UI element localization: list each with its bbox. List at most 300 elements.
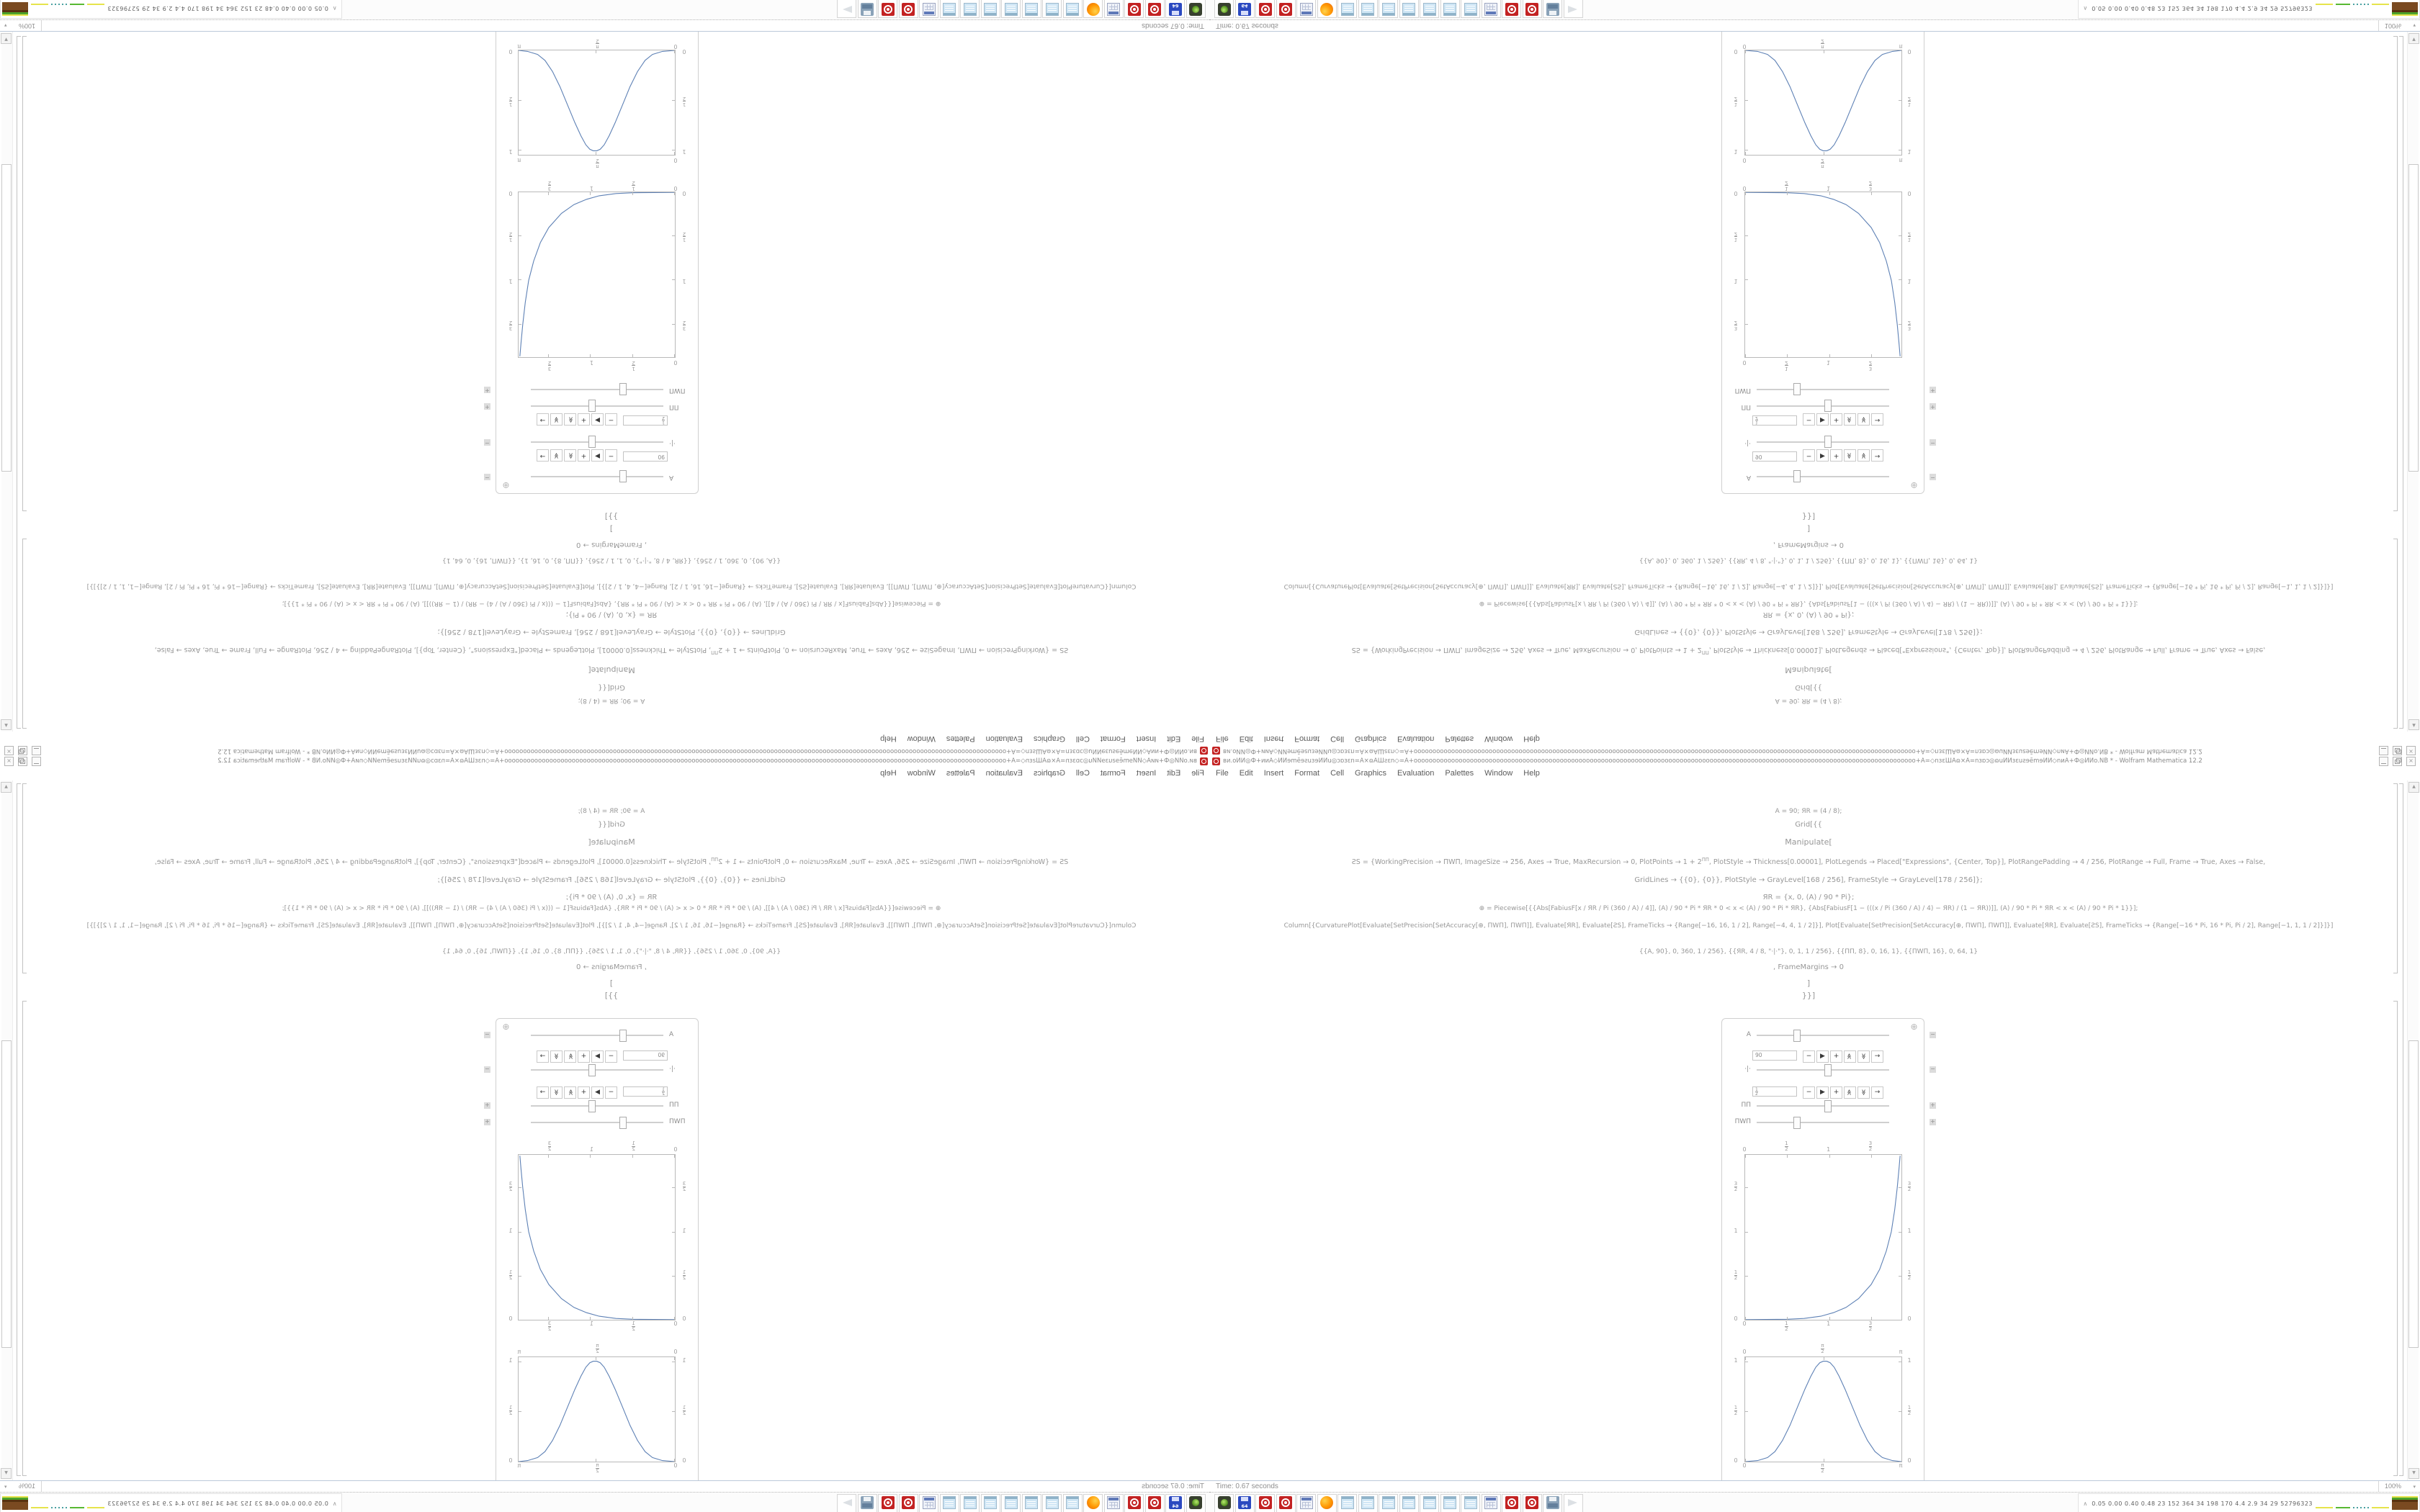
taskbar-button-calc-5[interactable] <box>1104 1494 1124 1512</box>
taskbar-button-camera-1[interactable] <box>1214 0 1234 18</box>
input-cell-bracket[interactable] <box>2393 539 2398 729</box>
slider-thumb-4[interactable] <box>619 383 627 395</box>
slider-track-3[interactable] <box>485 404 663 410</box>
manipulate-options-icon[interactable]: ⊕ <box>502 1022 510 1032</box>
notebook-content[interactable] <box>1210 780 2407 1480</box>
taskbar-button-gear-15[interactable] <box>1502 1494 1521 1512</box>
taskbar-button-note-12[interactable] <box>1440 0 1460 18</box>
slider-thumb-1[interactable] <box>619 470 627 482</box>
decrement-button[interactable]: − <box>605 1086 617 1099</box>
slider-thumb-4[interactable] <box>1793 383 1801 395</box>
scrollbar-thumb[interactable] <box>1 164 12 472</box>
cell-group-bracket[interactable] <box>17 36 21 729</box>
increment-button[interactable]: + <box>1830 449 1842 462</box>
taskbar-button-note-9[interactable] <box>1022 1494 1041 1512</box>
code-line-6: ЯR = {x, 0, (A) / 90 * Pi}; <box>1762 611 1855 618</box>
menu-item-edit[interactable]: Edit <box>1167 769 1181 778</box>
menu-item-window[interactable]: Window <box>907 769 936 778</box>
menu-item-insert[interactable]: Insert <box>1263 734 1284 743</box>
slider-track-1[interactable] <box>1757 1031 1935 1038</box>
play-button[interactable]: ▶ <box>591 1050 604 1063</box>
menu-item-palettes[interactable]: Palettes <box>946 734 975 743</box>
taskbar-button-gear-3[interactable] <box>1255 1494 1275 1512</box>
increment-button[interactable]: + <box>578 1086 590 1099</box>
taskbar-button-floppy-2[interactable] <box>1166 0 1186 18</box>
notebook-content[interactable] <box>1210 32 2407 732</box>
scroll-up-icon[interactable]: ▲ <box>1 719 12 730</box>
value-field-1[interactable]: 90 <box>1752 1050 1797 1061</box>
slider-track-4[interactable] <box>485 387 663 394</box>
slider-thumb-4[interactable] <box>1793 1117 1801 1129</box>
x-tick-label-bottom-2: 1 <box>1827 1320 1831 1327</box>
taskbar-button-gear-15[interactable] <box>1502 0 1521 18</box>
x-tick-label-top-1: 1 2 <box>632 360 635 372</box>
taskbar-button-gear-3[interactable] <box>1145 1494 1165 1512</box>
menu-item-cell[interactable]: Cell <box>1075 734 1090 743</box>
slider-thumb-3[interactable] <box>1824 1100 1832 1112</box>
step-forward-button[interactable]: → <box>1871 449 1883 462</box>
desktop-taskbar <box>0 1492 1210 1512</box>
step-forward-button[interactable]: → <box>537 1086 549 1099</box>
step-forward-button[interactable]: → <box>537 413 549 426</box>
slider-track-2[interactable] <box>1757 1066 1935 1072</box>
cell-group-bracket[interactable] <box>17 783 21 1476</box>
taskbar-button-note-9[interactable] <box>1379 0 1398 18</box>
play-button[interactable]: ▶ <box>591 449 604 462</box>
value-field-1[interactable]: 90 <box>623 451 668 462</box>
scroll-up-icon[interactable]: ▲ <box>2408 719 2419 730</box>
menu-item-window[interactable]: Window <box>1484 734 1513 743</box>
taskbar-button-calc-14[interactable] <box>1482 1494 1501 1512</box>
note-icon <box>1067 1496 1080 1509</box>
step-forward-button[interactable]: → <box>1871 1050 1883 1063</box>
taskbar-button-calc-5[interactable] <box>1104 0 1124 18</box>
close-button[interactable]: × <box>2406 746 2416 755</box>
taskbar-button-camera-1[interactable] <box>1214 1494 1234 1512</box>
taskbar-button-floppy-2[interactable] <box>1235 0 1255 18</box>
vertical-scrollbar[interactable] <box>1 780 13 1480</box>
slider-track-1[interactable] <box>1757 474 1935 481</box>
play-button[interactable]: ▶ <box>591 413 604 426</box>
close-button[interactable]: × <box>4 757 14 766</box>
taskbar-button-firefox-6[interactable] <box>1084 0 1103 18</box>
manipulate-options-icon[interactable]: ⊕ <box>1910 1022 1918 1032</box>
decrement-button[interactable]: − <box>1803 1050 1815 1063</box>
slider-track-2[interactable] <box>485 1066 663 1072</box>
taskbar-button-note-7[interactable] <box>1063 1494 1083 1512</box>
slower-button[interactable]: ≫ <box>564 1050 576 1063</box>
increment-button[interactable]: + <box>578 413 590 426</box>
slower-button[interactable]: ≫ <box>1844 449 1856 462</box>
taskbar-button-gear-15[interactable] <box>899 0 918 18</box>
slider-thumb-3[interactable] <box>1824 400 1832 412</box>
x-tick-bottom-2 <box>518 50 519 53</box>
menu-item-evaluation[interactable]: Evaluation <box>985 769 1023 778</box>
collapse-control-icon-2[interactable]: − <box>485 440 490 446</box>
menu-item-graphics[interactable]: Graphics <box>1355 734 1387 743</box>
taskbar-button-plane-18[interactable] <box>838 1494 857 1512</box>
value-field-1[interactable]: 90 <box>623 1050 668 1061</box>
expand-control-icon-4[interactable]: + <box>1930 1118 1935 1125</box>
manipulate-options-icon[interactable]: ⊕ <box>502 480 510 490</box>
magnification-control[interactable]: 100% <box>2378 17 2407 31</box>
menu-item-evaluation[interactable]: Evaluation <box>1397 734 1435 743</box>
menu-item-edit[interactable]: Edit <box>1239 769 1253 778</box>
scroll-down-icon[interactable]: ▼ <box>2408 1468 2419 1479</box>
increment-button[interactable]: + <box>1830 1050 1842 1063</box>
increment-button[interactable]: + <box>1830 1086 1842 1099</box>
slider-track-4[interactable] <box>1757 1118 1935 1125</box>
slider-track-2[interactable] <box>485 440 663 446</box>
taskbar-button-note-10[interactable] <box>1399 1494 1419 1512</box>
magnification-control[interactable]: 100% <box>2378 1481 2407 1495</box>
output-cell-bracket[interactable] <box>22 36 27 511</box>
expand-control-icon-3[interactable]: + <box>485 404 490 410</box>
decrement-button[interactable]: − <box>605 449 617 462</box>
scroll-up-icon[interactable]: ▲ <box>2408 782 2419 793</box>
x-tick-top-0 <box>1745 354 1746 357</box>
decrement-button[interactable]: − <box>1803 449 1815 462</box>
curvature-plot <box>501 1138 692 1336</box>
slider-track-3[interactable] <box>1757 1102 1935 1108</box>
menu-item-file[interactable]: File <box>1191 769 1204 778</box>
minimize-button[interactable] <box>32 757 41 766</box>
taskbar-button-gear-4[interactable] <box>1125 1494 1144 1512</box>
vertical-scrollbar[interactable] <box>2407 780 2419 1480</box>
input-cell-bracket[interactable] <box>22 539 27 729</box>
input-cell-bracket[interactable] <box>2393 783 2398 973</box>
play-button[interactable]: ▶ <box>1816 1086 1829 1099</box>
scroll-down-icon[interactable]: ▼ <box>1 33 12 44</box>
restore-button[interactable] <box>2393 746 2402 755</box>
faster-button[interactable]: ≫ <box>1857 1050 1870 1063</box>
taskbar-button-gear-16[interactable] <box>879 1494 898 1512</box>
magnification-caret-icon[interactable]: ▾ <box>2413 1484 2416 1490</box>
step-forward-button[interactable]: → <box>1871 413 1883 426</box>
slider-track-4[interactable] <box>485 1118 663 1125</box>
manipulate-options-icon[interactable]: ⊕ <box>1910 480 1918 490</box>
taskbar-button-plane-18[interactable] <box>1564 0 1583 18</box>
taskbar-button-gear-4[interactable] <box>1125 0 1144 18</box>
taskbar-button-note-10[interactable] <box>1002 1494 1021 1512</box>
taskbar-button-note-13[interactable] <box>1461 0 1480 18</box>
close-button[interactable]: × <box>2406 757 2416 766</box>
taskbar-button-note-10[interactable] <box>1002 0 1021 18</box>
taskbar-button-printer-17[interactable] <box>858 0 877 18</box>
play-button[interactable]: ▶ <box>591 1086 604 1099</box>
menu-item-palettes[interactable]: Palettes <box>946 769 975 778</box>
menu-item-file[interactable]: File <box>1191 734 1204 743</box>
menu-item-cell[interactable]: Cell <box>1075 769 1090 778</box>
value-field-2[interactable]: 1 2 <box>623 415 668 426</box>
cell-group-bracket[interactable] <box>2399 36 2403 729</box>
taskbar-button-note-8[interactable] <box>1358 1494 1378 1512</box>
taskbar-button-note-11[interactable] <box>981 0 1000 18</box>
menu-item-help[interactable]: Help <box>1523 769 1540 778</box>
faster-button[interactable]: ≫ <box>1857 1086 1870 1099</box>
taskbar-button-firefox-6[interactable] <box>1084 1494 1103 1512</box>
increment-button[interactable]: + <box>578 1050 590 1063</box>
window-titlebar[interactable] <box>1210 756 2420 766</box>
play-button[interactable]: ▶ <box>1816 1050 1829 1063</box>
vertical-scrollbar[interactable] <box>2407 32 2419 732</box>
scrollbar-thumb[interactable] <box>2408 1040 2419 1348</box>
menu-item-format[interactable]: Format <box>1100 734 1126 743</box>
x-tick-bottom-2 <box>1829 1317 1830 1320</box>
system-monitor-graph <box>2392 1 2418 17</box>
menu-item-help[interactable]: Help <box>880 769 897 778</box>
slider-track-3[interactable] <box>485 1102 663 1108</box>
y-tick-label-left-3: 3 2 <box>682 319 686 331</box>
slider-thumb-2[interactable] <box>588 436 596 448</box>
value-field-2[interactable]: 1 2 <box>1752 415 1797 426</box>
notebook-content[interactable] <box>13 780 1210 1480</box>
slider-track-3[interactable] <box>1757 404 1935 410</box>
taskbar-button-gear-16[interactable] <box>879 0 898 18</box>
taskbar-button-calc-5[interactable] <box>1296 0 1316 18</box>
scrollbar-thumb[interactable] <box>2408 164 2419 472</box>
menu-item-window[interactable]: Window <box>1484 769 1513 778</box>
menu-item-help[interactable]: Help <box>880 734 897 743</box>
decrement-button[interactable]: − <box>605 413 617 426</box>
scroll-down-icon[interactable]: ▼ <box>2408 33 2419 44</box>
slider-thumb-2[interactable] <box>588 1064 596 1076</box>
slider-thumb-4[interactable] <box>619 1117 627 1129</box>
slider-thumb-1[interactable] <box>1793 1030 1801 1042</box>
slower-button[interactable]: ≫ <box>564 1086 576 1099</box>
taskbar-button-note-10[interactable] <box>1399 0 1419 18</box>
taskbar-button-note-11[interactable] <box>1420 0 1439 18</box>
taskbar-button-note-8[interactable] <box>1043 1494 1062 1512</box>
menu-item-cell[interactable]: Cell <box>1330 769 1345 778</box>
taskbar-button-note-8[interactable] <box>1043 0 1062 18</box>
magnification-control[interactable]: 100% <box>13 1481 42 1495</box>
taskbar-button-note-13[interactable] <box>940 1494 959 1512</box>
collapse-control-icon-2[interactable]: − <box>1930 440 1935 446</box>
expand-control-icon-3[interactable]: + <box>485 1102 490 1108</box>
scroll-down-icon[interactable]: ▼ <box>1 1468 12 1479</box>
taskbar-button-firefox-6[interactable] <box>1317 0 1337 18</box>
taskbar-button-plane-18[interactable] <box>838 0 857 18</box>
menu-item-graphics[interactable]: Graphics <box>1355 769 1387 778</box>
slower-button[interactable]: ≫ <box>1844 1086 1856 1099</box>
decrement-button[interactable]: − <box>1803 413 1815 426</box>
taskbar-button-note-7[interactable] <box>1063 0 1083 18</box>
taskbar-button-note-8[interactable] <box>1358 0 1378 18</box>
menu-item-format[interactable]: Format <box>1294 769 1320 778</box>
menu-item-graphics[interactable]: Graphics <box>1033 769 1065 778</box>
expand-control-icon-4[interactable]: + <box>1930 387 1935 394</box>
slider-thumb-3[interactable] <box>588 1100 596 1112</box>
menu-item-graphics[interactable]: Graphics <box>1033 734 1065 743</box>
output-cell-bracket[interactable] <box>2393 36 2398 511</box>
input-cell-bracket[interactable] <box>22 783 27 973</box>
taskbar-button-note-13[interactable] <box>940 0 959 18</box>
slider-track-1[interactable] <box>485 474 663 481</box>
system-monitor-graph <box>2 1495 28 1511</box>
magnification-caret-icon[interactable]: ▾ <box>2413 22 2416 28</box>
taskbar-button-floppy-2[interactable] <box>1166 1494 1186 1512</box>
notebook-content[interactable] <box>13 32 1210 732</box>
code-line-9: {{A, 90}, 0, 360, 1 / 256}, {{ЯR, 4 / 8, "·|·"}, 0, 1, 1 / 256}, {{ПП, 8}, 0, 16, 1}, {{ПWП, 16}, 0, 64, 1} <box>1639 557 1978 564</box>
window-titlebar[interactable] <box>1210 746 2420 756</box>
taskbar-button-note-9[interactable] <box>1379 1494 1398 1512</box>
taskbar-button-floppy-2[interactable] <box>1235 1494 1255 1512</box>
slider-thumb-2[interactable] <box>1824 1064 1832 1076</box>
window-titlebar[interactable] <box>0 756 1210 766</box>
slider-thumb-2[interactable] <box>1824 436 1832 448</box>
slider-thumb-1[interactable] <box>619 1030 627 1042</box>
minimize-button[interactable] <box>32 746 41 755</box>
expand-control-icon-4[interactable]: + <box>485 387 490 394</box>
taskbar-button-note-13[interactable] <box>1461 1494 1480 1512</box>
menu-item-insert[interactable]: Insert <box>1136 734 1157 743</box>
value-field-2[interactable]: $\frac{1}{2}$ <box>623 1086 668 1097</box>
collapse-control-icon-1[interactable]: − <box>485 1031 490 1038</box>
taskbar-button-gear-4[interactable] <box>1276 0 1296 18</box>
tray-expand-icon[interactable]: ∧ <box>332 1500 337 1507</box>
restore-button[interactable] <box>18 757 27 766</box>
step-forward-button[interactable]: → <box>537 449 549 462</box>
window-titlebar[interactable] <box>0 746 1210 756</box>
decrement-button[interactable]: − <box>1803 1086 1815 1099</box>
slider-thumb-3[interactable] <box>588 400 596 412</box>
slower-button[interactable]: ≫ <box>1844 413 1856 426</box>
minimize-button[interactable] <box>2379 757 2388 766</box>
taskbar-button-note-11[interactable] <box>981 1494 1000 1512</box>
minimize-button[interactable] <box>2379 746 2388 755</box>
slower-button[interactable]: ≫ <box>564 449 576 462</box>
faster-button[interactable]: ≫ <box>550 1086 563 1099</box>
output-cell-bracket[interactable] <box>2393 1001 2398 1476</box>
collapse-control-icon-2[interactable]: − <box>1930 1066 1935 1072</box>
value-field-1[interactable]: 90 <box>1752 451 1797 462</box>
menu-item-file[interactable]: File <box>1216 769 1229 778</box>
x-tick-top-2 <box>1901 1357 1902 1360</box>
increment-button[interactable]: + <box>1830 413 1842 426</box>
taskbar-button-gear-16[interactable] <box>1523 0 1542 18</box>
menu-item-help[interactable]: Help <box>1523 734 1540 743</box>
expand-control-icon-4[interactable]: + <box>485 1118 490 1125</box>
faster-button[interactable]: ≫ <box>550 449 563 462</box>
taskbar-button-printer-17[interactable] <box>1543 0 1562 18</box>
taskbar-button-gear-3[interactable] <box>1255 0 1275 18</box>
taskbar-button-calc-14[interactable] <box>1482 0 1501 18</box>
taskbar-button-calc-14[interactable] <box>920 1494 939 1512</box>
collapse-control-icon-1[interactable]: − <box>485 474 490 481</box>
decrement-button[interactable]: − <box>605 1050 617 1063</box>
taskbar-button-gear-3[interactable] <box>1145 0 1165 18</box>
x-tick-label-bottom-3: $\frac{3}{2}$ <box>1868 1320 1873 1332</box>
taskbar-button-note-12[interactable] <box>961 0 980 18</box>
menu-item-cell[interactable]: Cell <box>1330 734 1345 743</box>
faster-button[interactable]: ≫ <box>550 413 563 426</box>
faster-button[interactable]: ≫ <box>550 1050 563 1063</box>
menu-item-format[interactable]: Format <box>1294 734 1320 743</box>
collapse-control-icon-1[interactable]: − <box>1930 1031 1935 1038</box>
printer-icon <box>861 1496 874 1509</box>
restore-button[interactable] <box>18 746 27 755</box>
slider-track-4[interactable] <box>1757 387 1935 394</box>
taskbar-button-gear-4[interactable] <box>1276 1494 1296 1512</box>
slower-button[interactable]: ≫ <box>564 413 576 426</box>
taskbar-button-note-9[interactable] <box>1022 0 1041 18</box>
expand-control-icon-3[interactable]: + <box>1930 404 1935 410</box>
menu-item-palettes[interactable]: Palettes <box>1445 734 1474 743</box>
taskbar-button-calc-14[interactable] <box>920 0 939 18</box>
taskbar-button-printer-17[interactable] <box>1543 1494 1562 1512</box>
play-button[interactable]: ▶ <box>1816 449 1829 462</box>
restore-button[interactable] <box>2393 757 2402 766</box>
menu-item-insert[interactable]: Insert <box>1263 769 1284 778</box>
magnification-control[interactable]: 100% <box>13 17 42 31</box>
taskbar-button-note-12[interactable] <box>1440 1494 1460 1512</box>
menu-item-edit[interactable]: Edit <box>1167 734 1181 743</box>
step-forward-button[interactable]: → <box>1871 1086 1883 1099</box>
menu-item-insert[interactable]: Insert <box>1136 769 1157 778</box>
taskbar-button-note-11[interactable] <box>1420 1494 1439 1512</box>
tray-expand-icon[interactable]: ∧ <box>2083 5 2088 12</box>
menu-item-evaluation[interactable]: Evaluation <box>985 734 1023 743</box>
window-title: ви.oИͶ◎Ф+ᴎᴎA◇ИͶɘmĕɘƨuзɘИͶu◎ɔɒзɛn=A×ɷAШƨɛn◇=A+oooooooooooooooooooooooooooooooooooooooooooooooooooooooooooooooooooooooooooooooooooooooooooooooooooooooooooooooooooooooooooooooooooooo+A=◇nɜɛШAɷ×A=nɜɒɔ◎ɷuИͶзɛuƨɘĕmɘИͶ◇nᴎA+Ф◎ИͶo.NB * - Wolfram Mathematica 12.2 <box>218 747 1197 755</box>
taskbar-button-note-12[interactable] <box>961 1494 980 1512</box>
y-tick-label-left-1: $\frac{1}{2}$ <box>682 1405 686 1417</box>
scrollbar-thumb[interactable] <box>1 1040 12 1348</box>
taskbar-button-camera-1[interactable] <box>1186 1494 1206 1512</box>
taskbar-button-gear-16[interactable] <box>1523 1494 1542 1512</box>
scroll-up-icon[interactable]: ▲ <box>1 782 12 793</box>
close-button[interactable]: × <box>4 746 14 755</box>
slider-track-1[interactable] <box>485 1031 663 1038</box>
cell-group-bracket[interactable] <box>2399 783 2403 1476</box>
collapse-control-icon-1[interactable]: − <box>1930 474 1935 481</box>
menu-item-edit[interactable]: Edit <box>1239 734 1253 743</box>
expand-control-icon-3[interactable]: + <box>1930 1102 1935 1108</box>
tray-expand-icon[interactable]: ∧ <box>2083 1500 2088 1507</box>
taskbar-button-gear-15[interactable] <box>899 1494 918 1512</box>
value-field-2[interactable]: $\frac{1}{2}$ <box>1752 1086 1797 1097</box>
slider-track-2[interactable] <box>1757 440 1935 446</box>
slider-thumb-1[interactable] <box>1793 470 1801 482</box>
x-tick-top-1 <box>632 1155 633 1158</box>
menu-item-file[interactable]: File <box>1216 734 1229 743</box>
tray-graph-yellow <box>87 1507 104 1508</box>
taskbar-button-note-7[interactable] <box>1337 0 1357 18</box>
output-cell-bracket[interactable] <box>22 1001 27 1476</box>
tray-expand-icon[interactable]: ∧ <box>332 5 337 12</box>
faster-button[interactable]: ≫ <box>1857 449 1870 462</box>
play-button[interactable]: ▶ <box>1816 413 1829 426</box>
step-forward-button[interactable]: → <box>537 1050 549 1063</box>
menu-item-palettes[interactable]: Palettes <box>1445 769 1474 778</box>
menu-item-window[interactable]: Window <box>907 734 936 743</box>
taskbar-button-printer-17[interactable] <box>858 1494 877 1512</box>
faster-button[interactable]: ≫ <box>1857 413 1870 426</box>
menu-item-evaluation[interactable]: Evaluation <box>1397 769 1435 778</box>
slower-button[interactable]: ≫ <box>1844 1050 1856 1063</box>
collapse-control-icon-2[interactable]: − <box>485 1066 490 1072</box>
taskbar-button-firefox-6[interactable] <box>1317 1494 1337 1512</box>
menu-item-format[interactable]: Format <box>1100 769 1126 778</box>
magnification-caret-icon[interactable]: ▾ <box>4 1484 7 1490</box>
vertical-scrollbar[interactable] <box>1 32 13 732</box>
increment-button[interactable]: + <box>578 449 590 462</box>
taskbar-button-note-7[interactable] <box>1337 1494 1357 1512</box>
taskbar-button-camera-1[interactable] <box>1186 0 1206 18</box>
taskbar-button-plane-18[interactable] <box>1564 1494 1583 1512</box>
magnification-caret-icon[interactable]: ▾ <box>4 22 7 28</box>
taskbar-button-calc-5[interactable] <box>1296 1494 1316 1512</box>
